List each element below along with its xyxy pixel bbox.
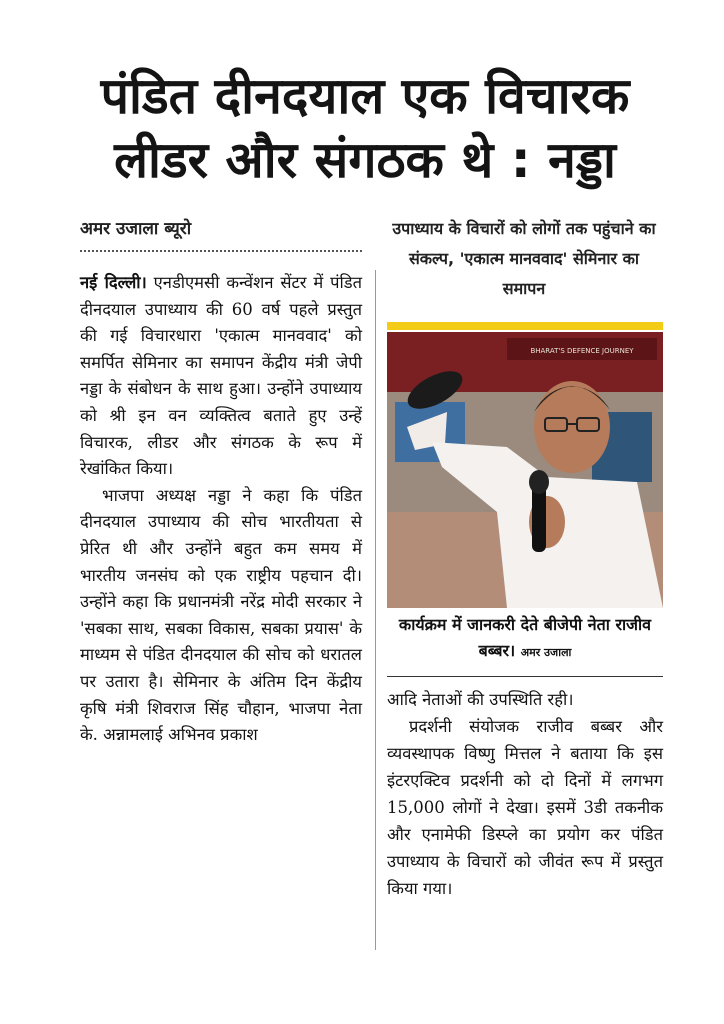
accent-bar bbox=[387, 322, 663, 330]
article-paragraph: प्रदर्शनी संयोजक राजीव बब्बर और व्यवस्थापक विष्णु मित्तल ने बताया कि इस इंटरएक्टिव प्रदर्शनी को दो दिनों में लगभग 15,000 लोगों ने देखा। इसमें 3डी तकनीक और एनामेफी डिस्प्ले का प्रयोग कर पंडित उपाध्याय के विचारों को जीवंत रूप में प्रस्तुत किया गया। bbox=[387, 717, 663, 898]
article-column-left bbox=[80, 270, 362, 749]
article-paragraph bbox=[80, 270, 362, 483]
dateline: नई दिल्ली। bbox=[80, 273, 147, 292]
article-paragraph: आदि नेताओं की उपस्थिति रही। bbox=[387, 690, 574, 709]
article-column-right bbox=[387, 686, 663, 902]
photo-illustration bbox=[387, 332, 663, 608]
headline-line-2: लीडर और संगठक थे : नड्डा bbox=[114, 131, 616, 189]
article-paragraph: भाजपा अध्यक्ष नड्डा ने कहा कि पंडित दीनदयाल उपाध्याय की सोच भारतीयता से प्रेरित थी और उन्होंने बहुत कम समय में भारतीय जनसंघ को एक राष्ट्रीय पहचान दी। उन्होंने कहा कि प्रधानमंत्री नरेंद्र मोदी सरकार ने 'सबका साथ, सबका विकास, सबका प्रयास' के माध्यम से पंडित दीनदयाल की सोच को धरातल पर उतारा है। सेमिनार के अंतिम दिन केंद्रीय कृषि मंत्री शिवराज सिंह चौहान, भाजपा नेता के. अन्नामलाई अभिनव प्रकाश bbox=[80, 485, 362, 745]
caption-text: कार्यक्रम में जानकरी देते बीजेपी नेता राजीव बब्बर। bbox=[398, 615, 652, 660]
photo-caption bbox=[387, 612, 663, 666]
caption-divider bbox=[387, 676, 663, 677]
byline-divider bbox=[80, 250, 362, 252]
column-divider bbox=[375, 270, 376, 950]
subheadline: उपाध्याय के विचारों को लोगों तक पहुंचाने का संकल्प, 'एकात्म मानववाद' सेमिनार का समापन bbox=[392, 219, 656, 298]
headline-line-1: पंडित दीनदयाल एक विचारक bbox=[100, 67, 630, 125]
byline: अमर उजाला ब्यूरो bbox=[80, 219, 192, 239]
headline bbox=[40, 64, 690, 192]
photo-credit: अमर उजाला bbox=[520, 646, 572, 659]
paragraph-text: एनडीएमसी कन्वेंशन सेंटर में पंडित दीनदयाल उपाध्याय की 60 वर्ष पहले प्रस्तुत की गई विचारधारा 'एकात्म मानववाद' को समर्पित सेमिनार का समापन केंद्रीय मंत्री जेपी नड्डा के संबोधन के साथ हुआ। उन्होंने उपाध्याय को श्री इन वन व्यक्तित्व बताते हुए उन्हें विचारक, लीडर और संगठक के रूप में रेखांकित किया। bbox=[80, 273, 362, 479]
banner-text: BHARAT'S DEFENCE JOURNEY bbox=[530, 347, 634, 355]
news-photo bbox=[387, 332, 663, 608]
